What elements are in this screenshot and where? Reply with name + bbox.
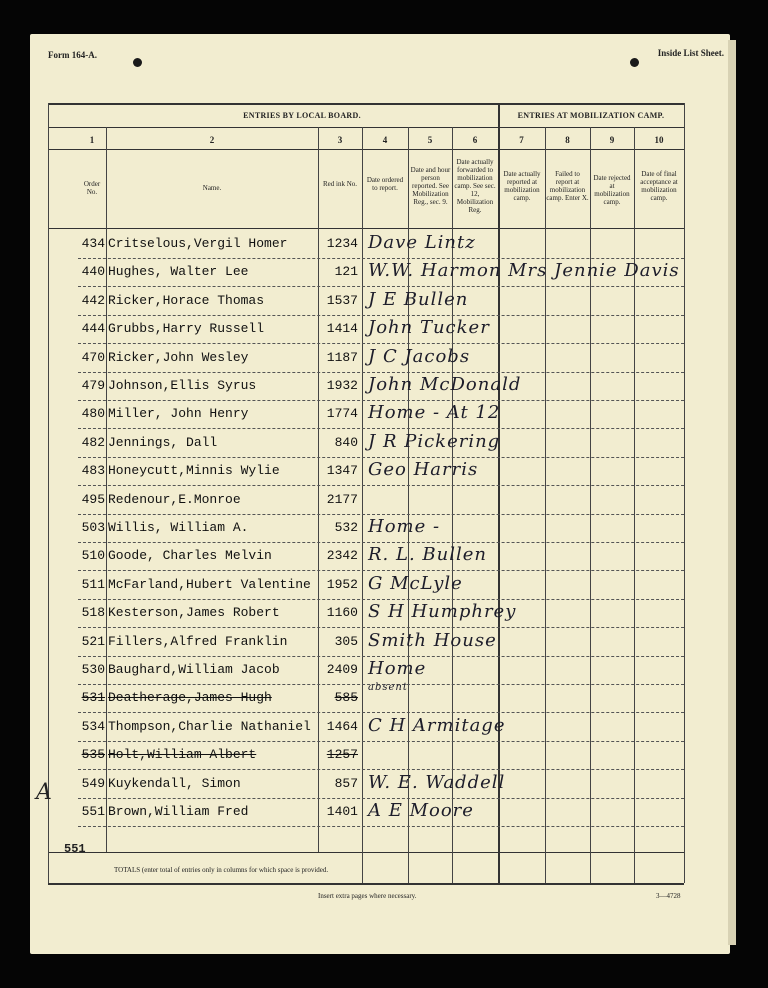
registrant-name: Jennings, Dall — [108, 434, 218, 450]
registrant-name: Goode, Charles Melvin — [108, 548, 272, 564]
handwritten-entry: C H Armitage — [368, 714, 506, 736]
table-bottom-rule — [48, 883, 684, 885]
order-number: 495 — [81, 491, 105, 507]
row-divider — [78, 485, 684, 486]
col-8-number: 8 — [565, 135, 570, 145]
registrant-name: Fillers,Alfred Franklin — [108, 633, 288, 649]
red-ink-number: 1257 — [326, 747, 358, 763]
totals-note: TOTALS (enter total of entries only in columns for which space is provided. — [114, 866, 329, 874]
order-number: 479 — [81, 378, 105, 393]
handwritten-entry: John McDonald — [368, 374, 522, 395]
registrant-name: Miller, John Henry — [108, 406, 249, 422]
registrant-name: McFarland,Hubert Valentine — [108, 576, 311, 592]
row-divider — [78, 656, 684, 657]
red-ink-number: 1537 — [326, 292, 358, 308]
handwritten-entry: G McLyle — [368, 572, 463, 594]
col-5-number: 5 — [427, 135, 433, 145]
row-divider — [78, 315, 684, 316]
order-number: 549 — [81, 775, 105, 791]
row-divider — [78, 457, 684, 458]
col-10-number: 10 — [654, 135, 664, 145]
col-10-label: Date of final acceptance at mobilization camp. — [640, 170, 678, 202]
handwritten-entry: Geo Harris — [368, 459, 479, 481]
order-number: 483 — [81, 463, 105, 479]
punch-hole-right — [630, 58, 639, 67]
red-ink-number: 1774 — [326, 406, 358, 422]
red-ink-number: 1932 — [326, 378, 358, 393]
row-divider — [78, 769, 684, 770]
handwritten-entry: S H Humphrey — [368, 601, 517, 623]
col-7-number: 7 — [519, 135, 524, 145]
col-9-label: Date rejected at mobilization camp. — [593, 174, 631, 206]
registrant-name: Grubbs,Harry Russell — [108, 321, 265, 337]
red-ink-number: 2342 — [326, 548, 358, 564]
form-number: Form 164-A. — [48, 50, 97, 60]
col-3-number: 3 — [337, 135, 343, 145]
col-5-label: Date and hour person reported. See Mobilization Reg., sec. 9. — [410, 166, 451, 206]
col-4-number: 4 — [382, 135, 388, 145]
col-2-label: Name. — [202, 184, 222, 192]
group-header-local-board: ENTRIES BY LOCAL BOARD. — [243, 111, 361, 120]
registrant-name: Ricker,John Wesley — [108, 349, 249, 365]
col-1-number: 1 — [89, 135, 95, 145]
registrant-name: Hughes, Walter Lee — [108, 264, 249, 280]
red-ink-number: 1464 — [326, 718, 358, 734]
col-6-label: Date actually forwarded to mobilization camp. See sec. 12, Mobilization Reg. — [454, 158, 496, 214]
registrant-name: Honeycutt,Minnis Wylie — [108, 463, 280, 479]
handwritten-entry: R. L. Bullen — [368, 544, 487, 566]
partial-order-mark: 551 — [64, 842, 86, 856]
red-ink-number: 2177 — [326, 491, 358, 507]
row-divider — [78, 514, 684, 515]
colnum-rule — [48, 149, 684, 150]
red-ink-number: 857 — [334, 775, 358, 791]
red-ink-number: 121 — [334, 264, 358, 280]
red-ink-number: 1347 — [326, 463, 358, 479]
row-divider — [78, 542, 684, 543]
col-6-number: 6 — [472, 135, 478, 145]
order-number: 521 — [81, 633, 105, 649]
order-number: 482 — [81, 434, 105, 450]
row-divider — [78, 343, 684, 344]
page-edge — [728, 40, 736, 945]
row-divider — [78, 741, 684, 742]
registrant-name: Willis, William A. — [108, 520, 249, 535]
order-number: 480 — [81, 406, 105, 422]
footer-note: Insert extra pages where necessary. — [318, 892, 417, 900]
order-number: 551 — [81, 804, 105, 819]
registrant-name: Baughard,William Jacob — [108, 662, 280, 677]
col-8-label: Failed to report at mobilization camp. Enter X. — [546, 170, 589, 202]
registrant-name: Thompson,Charlie Nathaniel — [108, 718, 311, 734]
row-divider — [78, 712, 684, 713]
red-ink-number: 1234 — [326, 236, 358, 251]
order-number: 442 — [81, 292, 105, 308]
red-ink-number: 1160 — [326, 605, 358, 621]
handwritten-entry: Smith House — [368, 629, 497, 651]
punch-hole-left — [133, 58, 142, 67]
row-divider — [78, 428, 684, 429]
row-divider — [78, 599, 684, 600]
col-7-label: Date actually reported at mobilization camp. — [503, 170, 541, 202]
handwritten-entry: W.W. Harmon Mrs Jennie Davis — [368, 260, 680, 282]
order-number: 518 — [81, 605, 105, 621]
handwritten-entry: J C Jacobs — [368, 345, 471, 367]
order-number: 530 — [81, 662, 105, 677]
row-divider — [78, 400, 684, 401]
order-number: 440 — [81, 264, 105, 280]
red-ink-number: 532 — [334, 520, 358, 535]
col-2-number: 2 — [209, 135, 215, 145]
order-number: 503 — [81, 520, 105, 535]
red-ink-number: 1414 — [326, 321, 358, 337]
order-number: 444 — [81, 321, 105, 337]
red-ink-number: 585 — [334, 690, 358, 706]
row-divider — [78, 372, 684, 373]
order-number: 510 — [81, 548, 105, 564]
red-ink-number: 1187 — [326, 349, 358, 365]
red-ink-number: 2409 — [326, 662, 358, 677]
registrant-name: Ricker,Horace Thomas — [108, 292, 265, 308]
row-divider — [78, 286, 684, 287]
red-ink-number: 305 — [334, 633, 358, 649]
handwritten-entry: A E Moore — [368, 800, 474, 821]
handwritten-entry: W. E. Waddell — [368, 771, 506, 793]
sheet-title: Inside List Sheet. — [657, 48, 724, 58]
handwritten-entry: J E Bullen — [368, 288, 469, 310]
col-1-label: Order No. — [83, 180, 101, 196]
handwritten-entry: Home - At 12 — [368, 402, 501, 424]
registrant-name: Critselous,Vergil Homer — [108, 236, 288, 251]
red-ink-number: 1952 — [326, 576, 358, 592]
handwritten-entry: absent — [368, 682, 408, 694]
registrant-name: Redenour,E.Monroe — [108, 491, 241, 507]
registrant-name: Kesterson,James Robert — [108, 605, 280, 621]
table-top-rule — [48, 103, 684, 105]
red-ink-number: 1401 — [326, 804, 358, 819]
col-4-label: Date ordered to report. — [366, 176, 404, 192]
body-bottom-rule — [48, 852, 684, 853]
margin-mark: A — [36, 780, 52, 805]
row-divider — [78, 570, 684, 571]
red-ink-number: 840 — [334, 434, 358, 450]
footer-code: 3—4728 — [656, 892, 681, 900]
handwritten-entry: John Tucker — [368, 317, 490, 339]
handwritten-entry: Home - — [368, 516, 441, 537]
order-number: 535 — [81, 747, 105, 763]
order-number: 534 — [81, 718, 105, 734]
col-9-number: 9 — [609, 135, 615, 145]
row-divider — [78, 798, 684, 799]
handwritten-entry: J R Pickering — [368, 430, 501, 452]
handwritten-entry: Dave Lintz — [368, 232, 476, 253]
registrant-name: Kuykendall, Simon — [108, 775, 241, 791]
order-number: 531 — [81, 690, 105, 706]
registrant-name: Deatherage,James Hugh — [108, 690, 272, 706]
group-rule — [48, 127, 684, 128]
header-bottom-rule — [48, 228, 684, 229]
group-header-mobilization-camp: ENTRIES AT MOBILIZATION CAMP. — [517, 111, 665, 120]
col-3-label: Red ink No. — [322, 180, 358, 188]
order-number: 511 — [81, 576, 105, 592]
row-divider — [78, 627, 684, 628]
registrant-name: Holt,William Albert — [108, 747, 257, 763]
row-divider — [78, 826, 684, 827]
handwritten-entry: Home — [368, 658, 427, 679]
registrant-name: Brown,William Fred — [108, 804, 249, 819]
order-number: 470 — [81, 349, 105, 365]
registrant-name: Johnson,Ellis Syrus — [108, 378, 257, 393]
row-divider — [78, 258, 684, 259]
order-number: 434 — [81, 236, 105, 251]
